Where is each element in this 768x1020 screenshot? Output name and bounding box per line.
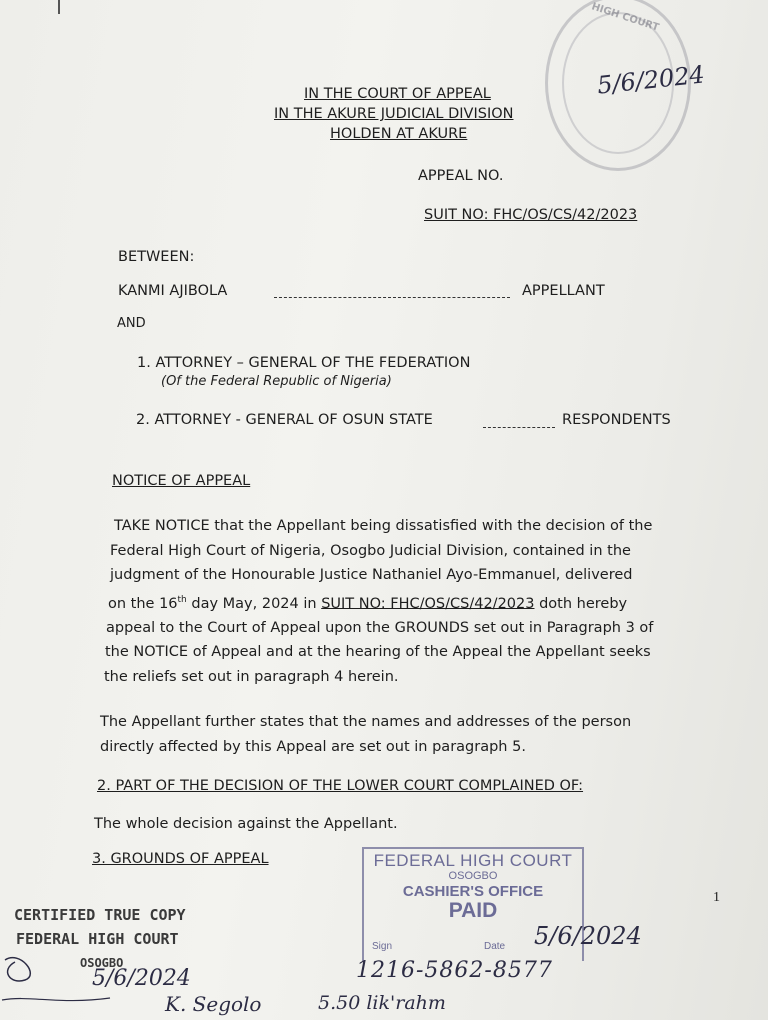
- cashier-stamp-title: FEDERAL HIGH COURT: [373, 851, 573, 870]
- appellant-dash-line: [274, 297, 510, 298]
- handwritten-signature: K. Segolo: [165, 992, 262, 1016]
- handwritten-cashier-date: 5/6/2024: [534, 922, 642, 950]
- cashier-sign-label: Sign: [372, 941, 393, 952]
- page-edge-mark: [58, 0, 60, 14]
- appellant-name: KANMI AJIBOLA: [118, 283, 228, 299]
- court-holden: HOLDEN AT AKURE: [330, 126, 468, 142]
- and-label: AND: [117, 316, 146, 331]
- respondent-1-subtitle: (Of the Federal Republic of Nigeria): [161, 374, 392, 389]
- further-paragraph: [100, 710, 631, 759]
- cashier-stamp-office: CASHIER'S OFFICE: [402, 883, 544, 900]
- handwritten-certified-date: 5/6/2024: [92, 966, 191, 991]
- court-seal-text: HIGH COURT: [590, 1, 661, 34]
- appellant-role: APPELLANT: [522, 283, 605, 299]
- certified-stamp-line-1: CERTIFIED TRUE COPY: [14, 906, 186, 924]
- appeal-number-label: APPEAL NO.: [418, 168, 504, 184]
- notice-line: appeal to the Court of Appeal upon the GROUNDS set out in Paragraph 3 of: [106, 619, 654, 636]
- cashier-stamp-paid: PAID: [448, 899, 498, 922]
- respondent-1: 1. ATTORNEY – GENERAL OF THE FEDERATION: [137, 355, 471, 371]
- scribble-stroke: [2, 998, 110, 1001]
- notice-line-part: doth hereby: [534, 595, 628, 612]
- certified-stamp-line-3: OSOGBO: [80, 956, 124, 970]
- notice-line: TAKE NOTICE that the Appellant being dissatisfied with the decision of the: [114, 518, 653, 534]
- notice-suit-number: SUIT NO: FHC/OS/CS/42/2023: [321, 595, 535, 612]
- notice-line-part: day May, 2024 in: [186, 595, 322, 612]
- court-division: IN THE AKURE JUDICIAL DIVISION: [274, 106, 514, 122]
- suit-number: SUIT NO: FHC/OS/CS/42/2023: [424, 207, 638, 223]
- handwritten-seal-date: 5/6/2024: [595, 60, 706, 100]
- notice-line-part: on the 16: [108, 595, 178, 612]
- notice-heading: NOTICE OF APPEAL: [112, 473, 251, 489]
- notice-line: judgment of the Honourable Justice Nathaniel Ayo-Emmanuel, delivered: [110, 567, 633, 583]
- respondent-2: 2. ATTORNEY - GENERAL OF OSUN STATE: [136, 412, 433, 428]
- between-label: BETWEEN:: [118, 249, 195, 265]
- notice-line: the reliefs set out in paragraph 4 herein.: [104, 668, 399, 685]
- ordinal-suffix: th: [177, 594, 187, 605]
- signature-scribble: [0, 940, 120, 1020]
- notice-paragraph: [104, 514, 654, 689]
- scribble-stroke: [5, 958, 30, 981]
- cashier-stamp-city: OSOGBO: [448, 870, 498, 882]
- respondents-dash-line: [483, 427, 555, 428]
- notice-line: [108, 588, 653, 616]
- page-number: 1: [713, 890, 720, 905]
- notice-line: the NOTICE of Appeal and at the hearing of the Appeal the Appellant seeks: [105, 644, 651, 661]
- handwritten-amount-note: 5.50 lik'rahm: [318, 992, 446, 1014]
- certified-stamp-line-2: FEDERAL HIGH COURT: [16, 930, 179, 948]
- further-line: directly affected by this Appeal are set out in paragraph 5.: [100, 738, 526, 755]
- handwritten-receipt-number: 1216-5862-8577: [356, 958, 553, 983]
- respondents-role: RESPONDENTS: [562, 412, 671, 428]
- section-2-text: The whole decision against the Appellant.: [94, 816, 398, 832]
- notice-line: Federal High Court of Nigeria, Osogbo Judicial Division, contained in the: [110, 542, 631, 559]
- cashier-date-label: Date: [484, 941, 506, 952]
- section-2-heading: 2. PART OF THE DECISION OF THE LOWER COURT COMPLAINED OF:: [97, 778, 584, 794]
- court-title: IN THE COURT OF APPEAL: [304, 86, 491, 102]
- further-line: The Appellant further states that the names and addresses of the person: [100, 714, 632, 730]
- section-3-heading: 3. GROUNDS OF APPEAL: [92, 851, 269, 867]
